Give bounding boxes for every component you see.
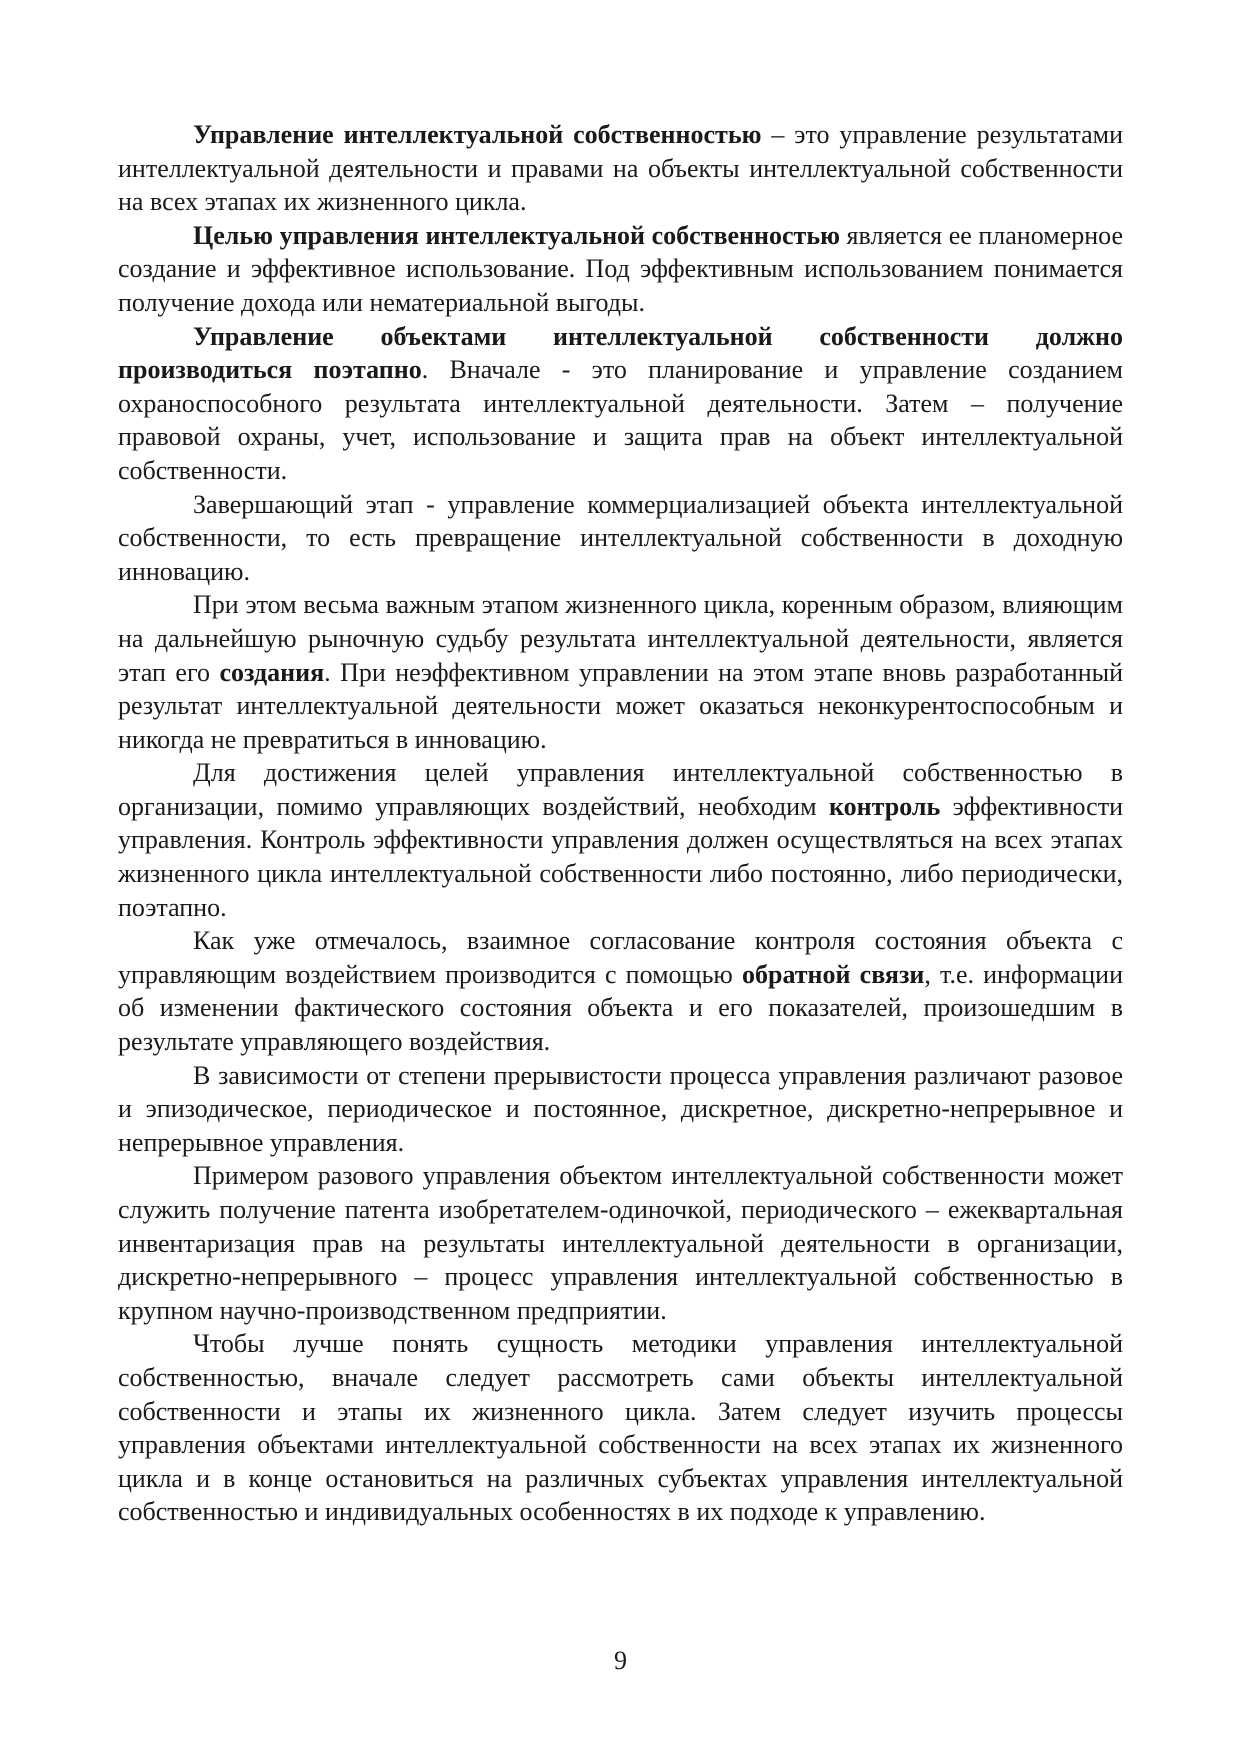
term-stepwise-management: Управление объектами интеллектуальной собственности должно производиться поэтапно [118, 321, 1123, 385]
paragraph-text: – это управление результатами интеллектуальной деятельности и правами на объекты интеллектуальной собственности на всех этапах их жизненного цикла. [118, 120, 1123, 217]
paragraph-methodology [118, 1327, 1123, 1529]
paragraph-creation-stage [118, 588, 1123, 756]
paragraph-text: , т.е. информации об изменении фактического состояния объекта и его показателей, произошедшим в результате управляющего воздействия. [118, 959, 1123, 1057]
term-management-goal: Целью управления интеллектуальной собственностью [193, 220, 840, 250]
paragraph-stages [118, 320, 1123, 488]
paragraph-text: эффективности управления. Контроль эффективности управления должен осуществляться на всех этапах жизненного цикла интеллектуальной собственности либо постоянно, либо периодически, поэтапно. [118, 791, 1123, 922]
page-number: 9 [614, 1646, 627, 1675]
paragraph-text: Завершающий этап - управление коммерциализацией объекта интеллектуальной собственности, то есть превращение интеллектуальной собственности в доходную инновацию. [118, 489, 1123, 586]
paragraph-text: Для достижения целей управления интеллектуальной собственностью в организации, помимо управляющих воздействий, необходим [118, 758, 1123, 821]
paragraph-text: При этом весьма важным этапом жизненного цикла, коренным образом, влияющим на дальнейшую рыночную судьбу результата интеллектуальной деятельности, является этап его [118, 590, 1123, 687]
paragraph-control [118, 756, 1123, 924]
paragraph-final-stage [118, 488, 1123, 589]
paragraph-goal [118, 219, 1123, 320]
paragraph-text: Чтобы лучше понять сущность методики управления интеллектуальной собственностью, вначале следует рассмотреть сами объекты интеллектуальной собственности и этапы их жизненного цикла. Затем следует изучить процессы управления объектами интеллектуальной собственности на всех этапах их жизненного цикла и в конце остановиться на различных субъектах управления интеллектуальной собственностью и индивидуальных особенностях в их подходе к управлению. [118, 1329, 1123, 1527]
paragraph-definition [118, 118, 1123, 219]
paragraph-text: является ее планомерное создание и эффективное использование. Под эффективным использованием понимается получение дохода или нематериальной выгоды. [118, 220, 1123, 317]
term-feedback: обратной связи [742, 959, 925, 989]
paragraph-examples [118, 1159, 1123, 1327]
paragraph-feedback [118, 924, 1123, 1058]
paragraph-text: Как уже отмечалось, взаимное согласование контроля состояния объекта с управляющим воздействием производится с помощью [118, 926, 1123, 989]
page-body [118, 118, 1123, 1529]
paragraph-text: В зависимости от степени прерывистости процесса управления различают разовое и эпизодическое, периодическое и постоянное, дискретное, дискретно-непрерывное и непрерывное управления. [118, 1060, 1123, 1157]
term-ip-management: Управление интеллектуальной собственностью [193, 120, 762, 149]
term-creation: создания [219, 657, 325, 687]
paragraph-management-types [118, 1059, 1123, 1160]
paragraph-text: . При неэффективном управлении на этом этапе вновь разработанный результат интеллектуальной деятельности может оказаться неконкурентоспособным и никогда не превратиться в инновацию. [118, 657, 1123, 754]
paragraph-text: . Вначале - это планирование и управление созданием охраноспособного результата интеллектуальной деятельности. Затем – получение правовой охраны, учет, использование и защита прав на объект интеллектуальной собственности. [118, 355, 1123, 485]
term-control: контроль [829, 791, 941, 821]
paragraph-text: Примером разового управления объектом интеллектуальной собственности может служить получение патента изобретателем-одиночкой, периодического – ежеквартальная инвентаризация прав на результаты интеллектуальной деятельности в организации, дискретно-непрерывного – процесс управления интеллектуальной собственностью в крупном научно-производственном предприятии. [118, 1161, 1123, 1325]
